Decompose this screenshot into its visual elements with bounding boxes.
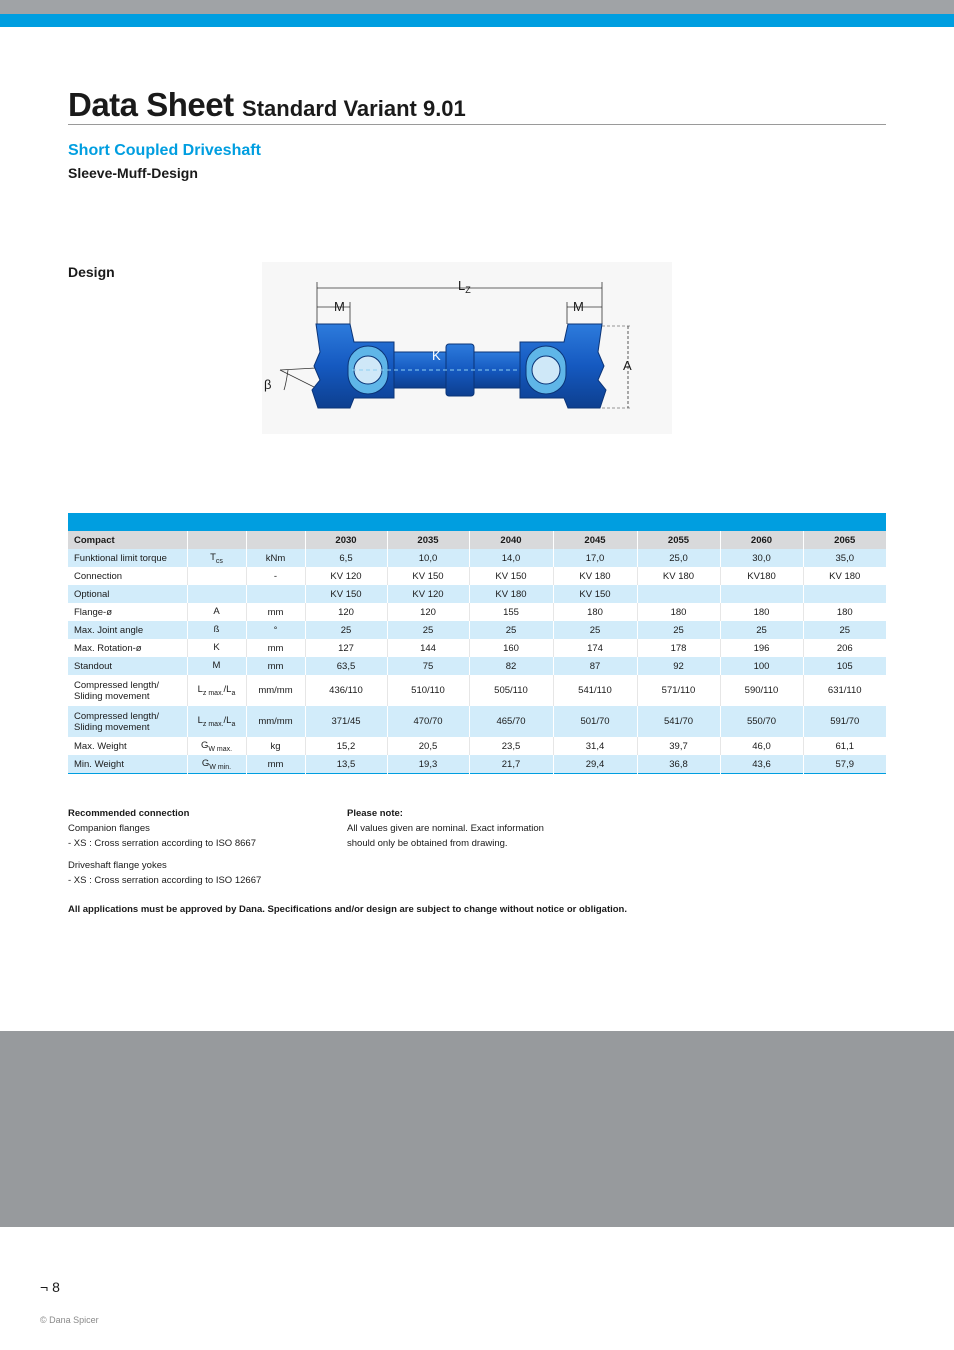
symbol-main: M	[212, 659, 221, 671]
cell-value: KV 180	[637, 567, 720, 585]
row-label-text: Min. Weight	[74, 758, 124, 770]
row-symbol	[187, 657, 246, 675]
row-label	[68, 549, 187, 567]
row-label	[68, 675, 187, 706]
symbol-main: L	[197, 715, 203, 727]
dim-m-right-label: M	[573, 299, 584, 314]
header-unit	[246, 531, 305, 549]
cell-value: 550/70	[720, 706, 803, 737]
symbol-main: ß	[213, 623, 220, 635]
row-unit: mm	[246, 603, 305, 621]
design-type: Sleeve-Muff-Design	[68, 165, 198, 181]
table-row	[68, 755, 886, 774]
table-row	[68, 621, 886, 639]
row-label-text: Optional	[74, 588, 110, 600]
row-label-text: Funktional limit torque	[74, 552, 167, 564]
table-row	[68, 567, 886, 585]
row-label	[68, 755, 187, 774]
row-unit: mm/mm	[246, 706, 305, 737]
row-label	[68, 567, 187, 585]
page-number: ¬ 8	[40, 1279, 60, 1295]
symbol-subscript: cs	[215, 557, 223, 565]
table-row	[68, 603, 886, 621]
column-header-2060: 2060	[720, 531, 803, 549]
row-symbol	[187, 567, 246, 585]
column-header-2035: 2035	[387, 531, 469, 549]
row-symbol	[187, 639, 246, 657]
cell-value: 591/70	[803, 706, 886, 737]
row-unit: °	[246, 621, 305, 639]
cell-value: 590/110	[720, 675, 803, 706]
cell-value: 19,3	[387, 755, 469, 774]
cell-value: 87	[553, 657, 637, 675]
row-label-text: Max. Weight	[74, 740, 127, 752]
cell-value: 105	[803, 657, 886, 675]
table-row	[68, 657, 886, 675]
yokes-xs: - XS : Cross serration according to ISO 12667	[68, 875, 262, 886]
symbol-main: T	[210, 551, 216, 563]
copyright: © Dana Spicer	[40, 1315, 99, 1325]
row-symbol	[187, 675, 246, 706]
dim-beta-label: β	[264, 377, 272, 392]
row-symbol	[187, 603, 246, 621]
cell-value: 57,9	[803, 755, 886, 774]
cell-value: 180	[637, 603, 720, 621]
cell-value: 127	[305, 639, 387, 657]
row-symbol	[187, 737, 246, 755]
column-header-2040: 2040	[469, 531, 553, 549]
cell-value: 25	[305, 621, 387, 639]
column-header-2045: 2045	[553, 531, 637, 549]
dim-a-label: A	[623, 358, 632, 373]
row-symbol	[187, 621, 246, 639]
product-subtitle: Short Coupled Driveshaft	[68, 142, 261, 159]
bottom-grey-band	[0, 1031, 954, 1227]
cell-value: 14,0	[469, 549, 553, 567]
cell-value: 23,5	[469, 737, 553, 755]
cell-value	[637, 585, 720, 603]
row-label	[68, 706, 187, 737]
page-title	[68, 86, 886, 125]
symbol-second-subscript: a	[231, 689, 236, 697]
row-label	[68, 621, 187, 639]
companion-xs: - XS : Cross serration according to ISO 8667	[68, 838, 256, 849]
cell-value: 180	[553, 603, 637, 621]
row-unit	[246, 585, 305, 603]
row-label	[68, 737, 187, 755]
cell-value: 180	[720, 603, 803, 621]
cell-value	[720, 585, 803, 603]
cell-value: 25	[387, 621, 469, 639]
header-symbol	[187, 531, 246, 549]
cell-value: 20,5	[387, 737, 469, 755]
cell-value: 178	[637, 639, 720, 657]
row-label	[68, 603, 187, 621]
table-row	[68, 675, 886, 706]
cell-value: 6,5	[305, 549, 387, 567]
row-label-text: Max. Joint angle	[74, 624, 144, 636]
design-label: Design	[68, 264, 115, 280]
cell-value: KV 150	[387, 567, 469, 585]
cell-value: 46,0	[720, 737, 803, 755]
cell-value: 505/110	[469, 675, 553, 706]
row-label	[68, 585, 187, 603]
cell-value: 144	[387, 639, 469, 657]
symbol-main: K	[213, 641, 220, 653]
cell-value: 501/70	[553, 706, 637, 737]
cell-value: KV 120	[305, 567, 387, 585]
row-symbol	[187, 755, 246, 774]
symbol-main: L	[197, 684, 203, 696]
cell-value: 25	[637, 621, 720, 639]
cell-value: 10,0	[387, 549, 469, 567]
please-note-title: Please note:	[347, 808, 403, 819]
row-label-text: Connection	[74, 570, 123, 582]
column-header-2065: 2065	[803, 531, 886, 549]
specification-table	[68, 531, 886, 774]
please-note-line2: should only be obtained from drawing.	[347, 838, 508, 849]
cell-value: KV180	[720, 567, 803, 585]
symbol-subscript: z max.	[202, 720, 224, 728]
cell-value: 206	[803, 639, 886, 657]
row-symbol	[187, 549, 246, 567]
row-label	[68, 639, 187, 657]
cell-value: 43,6	[720, 755, 803, 774]
yoke-notes	[68, 858, 338, 888]
row-unit: kNm	[246, 549, 305, 567]
cell-value: 120	[305, 603, 387, 621]
table-row	[68, 549, 886, 567]
cell-value: 25	[553, 621, 637, 639]
cell-value: KV 150	[305, 585, 387, 603]
cell-value: 25	[720, 621, 803, 639]
cell-value: 75	[387, 657, 469, 675]
cell-value: 25	[469, 621, 553, 639]
top-grey-bar	[0, 0, 954, 14]
cell-value: 15,2	[305, 737, 387, 755]
cell-value: 17,0	[553, 549, 637, 567]
symbol-main: A	[213, 605, 220, 617]
cell-value: 82	[469, 657, 553, 675]
cell-value: 631/110	[803, 675, 886, 706]
cell-value: 160	[469, 639, 553, 657]
cell-value: 120	[387, 603, 469, 621]
header-label: Compact	[68, 531, 187, 549]
row-unit: mm	[246, 755, 305, 774]
row-unit: -	[246, 567, 305, 585]
cell-value: 541/110	[553, 675, 637, 706]
cell-value: KV 180	[553, 567, 637, 585]
cell-value: 371/45	[305, 706, 387, 737]
row-unit: mm/mm	[246, 675, 305, 706]
dim-k-label: K	[432, 348, 441, 363]
cell-value: KV 150	[553, 585, 637, 603]
symbol-subscript: z max.	[202, 689, 224, 697]
recommended-title: Recommended connection	[68, 808, 190, 819]
symbol-subscript: W max.	[208, 745, 233, 753]
table-header-row	[68, 531, 886, 549]
row-symbol	[187, 706, 246, 737]
row-label-text: Compressed length/	[74, 679, 160, 691]
cell-value: 30,0	[720, 549, 803, 567]
symbol-main: G	[200, 739, 209, 751]
recommended-connection-notes	[68, 806, 338, 851]
cell-value: KV 120	[387, 585, 469, 603]
top-blue-bar	[0, 14, 954, 27]
please-note	[347, 806, 647, 851]
cell-value: 92	[637, 657, 720, 675]
symbol-main: G	[201, 757, 210, 769]
table-row	[68, 585, 886, 603]
symbol-second: /L	[223, 715, 232, 727]
table-header-band	[68, 513, 886, 531]
dim-lz-label: $L_Z$	[458, 278, 471, 295]
symbol-second: /L	[223, 684, 232, 696]
cell-value: 35,0	[803, 549, 886, 567]
companion-flanges: Companion flanges	[68, 823, 150, 834]
cell-value: 100	[720, 657, 803, 675]
table-row	[68, 639, 886, 657]
cell-value: 36,8	[637, 755, 720, 774]
cell-value: 436/110	[305, 675, 387, 706]
symbol-second-subscript: a	[231, 720, 236, 728]
cell-value: 174	[553, 639, 637, 657]
row-label-text: Standout	[74, 660, 113, 672]
cell-value: KV 180	[803, 567, 886, 585]
cell-value: 25	[803, 621, 886, 639]
cell-value: 465/70	[469, 706, 553, 737]
driveshaft-yokes: Driveshaft flange yokes	[68, 860, 167, 871]
cell-value: 510/110	[387, 675, 469, 706]
row-symbol	[187, 585, 246, 603]
cell-value: 63,5	[305, 657, 387, 675]
cell-value: 39,7	[637, 737, 720, 755]
row-label-text-2: Sliding movement	[74, 690, 150, 702]
cell-value: 29,4	[553, 755, 637, 774]
table-row	[68, 737, 886, 755]
cell-value: 61,1	[803, 737, 886, 755]
symbol-subscript: W min.	[209, 763, 232, 771]
cell-value: 155	[469, 603, 553, 621]
cell-value: KV 180	[469, 585, 553, 603]
dim-m-left-label: M	[334, 299, 345, 314]
title-variant: Standard Variant 9.01	[242, 96, 466, 121]
disclaimer: All applications must be approved by Dana. Specifications and/or design are subject to change without notice or obligation.	[68, 904, 627, 915]
please-note-line1: All values given are nominal. Exact information	[347, 823, 544, 834]
cell-value: 180	[803, 603, 886, 621]
title-main: Data Sheet	[68, 86, 234, 123]
row-unit: mm	[246, 639, 305, 657]
row-label-text: Flange-ø	[74, 606, 113, 618]
cell-value: 571/110	[637, 675, 720, 706]
cell-value	[803, 585, 886, 603]
cell-value: 13,5	[305, 755, 387, 774]
cell-value: 470/70	[387, 706, 469, 737]
row-unit: kg	[246, 737, 305, 755]
column-header-2055: 2055	[637, 531, 720, 549]
table-row	[68, 706, 886, 737]
cell-value: 31,4	[553, 737, 637, 755]
cell-value: 196	[720, 639, 803, 657]
cell-value: 21,7	[469, 755, 553, 774]
row-label-text-2: Sliding movement	[74, 721, 150, 733]
row-label	[68, 657, 187, 675]
column-header-2030: 2030	[305, 531, 387, 549]
cell-value: KV 150	[469, 567, 553, 585]
row-unit: mm	[246, 657, 305, 675]
row-label-text: Compressed length/	[74, 710, 160, 722]
driveshaft-drawing	[262, 262, 672, 434]
cell-value: 25,0	[637, 549, 720, 567]
row-label-text: Max. Rotation-ø	[74, 642, 142, 654]
cell-value: 541/70	[637, 706, 720, 737]
